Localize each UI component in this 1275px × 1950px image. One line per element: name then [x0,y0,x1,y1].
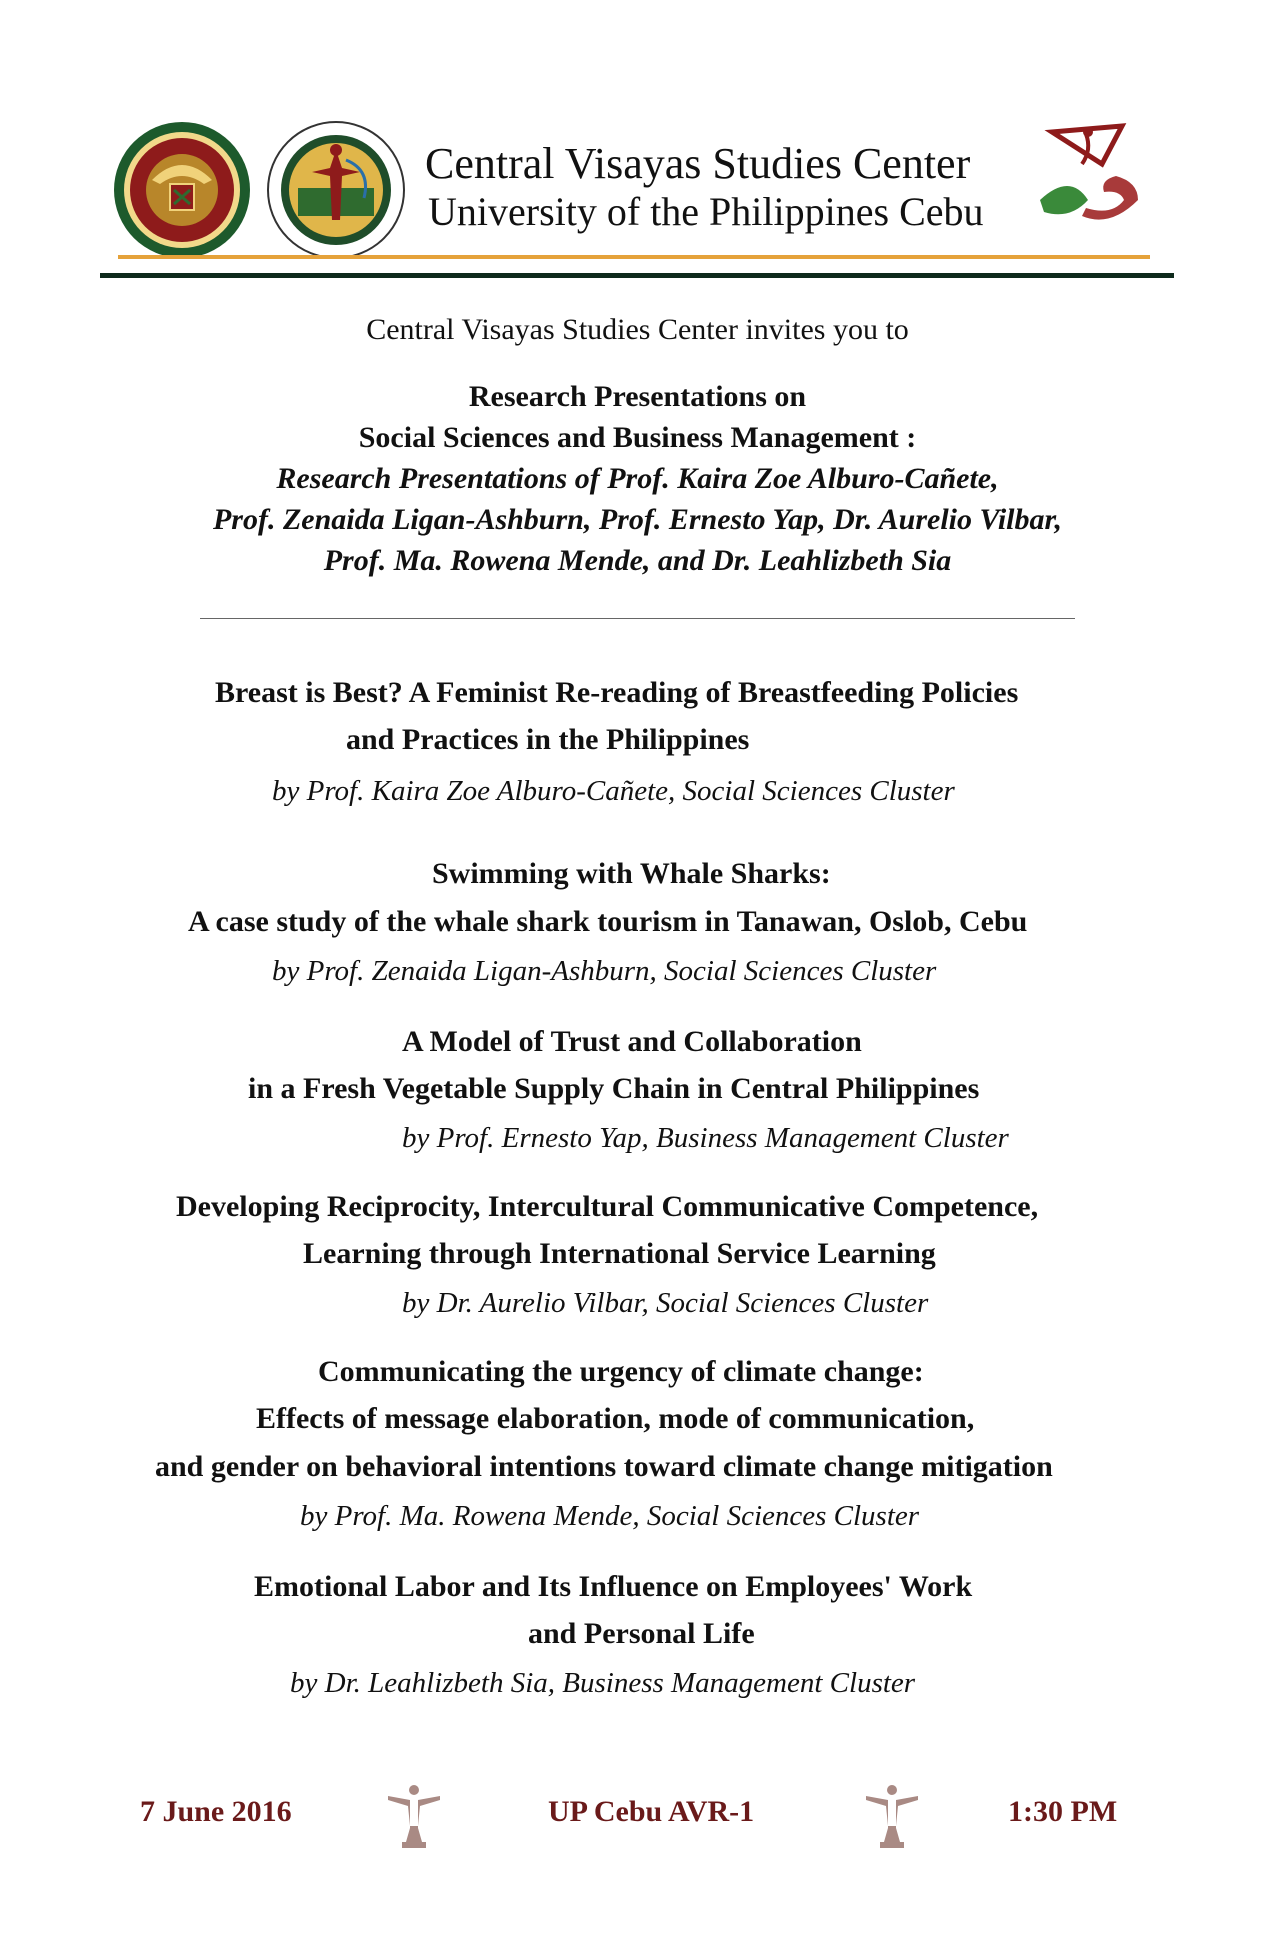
presentation-5-author: by Prof. Ma. Rowena Mende, Social Sciences Cluster [300,1500,920,1532]
presentation-3-title-line1: A Model of Trust and Collaboration [402,1025,862,1058]
header-rule-dark [100,273,1174,278]
oblation-statue-icon [384,1782,444,1850]
event-time: 1:30 PM [1008,1795,1118,1828]
invitation-line: Central Visayas Studies Center invites you to [366,313,909,346]
oblation-statue-icon [862,1782,922,1850]
presentation-1-title-line1: Breast is Best? A Feminist Re-reading of Breastfeeding Policies [215,676,1019,709]
presentation-4-title-line2: Learning through International Service Learning [303,1237,936,1270]
up-seal-logo [112,120,252,260]
section-divider [200,618,1075,619]
presentation-3-title-line2: in a Fresh Vegetable Supply Chain in Central Philippines [248,1072,980,1105]
event-heading-line4: Prof. Zenaida Ligan-Ashburn, Prof. Ernesto Yap, Dr. Aurelio Vilbar, [212,503,1063,536]
event-venue: UP Cebu AVR-1 [548,1795,755,1828]
event-date: 7 June 2016 [140,1795,292,1828]
event-heading-line2: Social Sciences and Business Management : [358,421,917,454]
presentation-2-title-line2: A case study of the whale shark tourism in Tanawan, Oslob, Cebu [188,905,1028,938]
center-name: Central Visayas Studies Center [425,139,971,188]
presentation-5-title-line1: Communicating the urgency of climate change: [318,1355,924,1388]
presentation-1-author: by Prof. Kaira Zoe Alburo-Cañete, Social Sciences Cluster [272,775,955,807]
header-rule-orange [118,255,1150,259]
presentation-1-title-line2: and Practices in the Philippines [346,723,750,756]
event-heading-line1: Research Presentations on [468,380,807,413]
presentation-4-title-line1: Developing Reciprocity, Intercultural Communicative Competence, [176,1190,1039,1223]
university-name: University of the Philippines Cebu [428,189,984,234]
presentation-5-title-line2: Effects of message elaboration, mode of communication, [256,1402,975,1435]
event-heading-line3: Research Presentations of Prof. Kaira Zoe Alburo-Cañete, [276,462,999,495]
presentation-2-author: by Prof. Zenaida Ligan-Ashburn, Social Sciences Cluster [272,955,937,987]
presentation-5-title-line3: and gender on behavioral intentions toward climate change mitigation [155,1450,1053,1483]
presentation-6-title-line2: and Personal Life [528,1617,755,1650]
presentation-2-title-line1: Swimming with Whale Sharks: [432,857,831,890]
cvsc-logo [1030,120,1150,240]
event-heading-line5: Prof. Ma. Rowena Mende, and Dr. Leahlizbeth Sia [323,544,952,577]
up-cebu-seal-logo [266,120,406,260]
presentation-4-author: by Dr. Aurelio Vilbar, Social Sciences Cluster [402,1287,929,1319]
presentation-3-author: by Prof. Ernesto Yap, Business Management Cluster [402,1122,1009,1154]
presentation-6-author: by Dr. Leahlizbeth Sia, Business Management Cluster [290,1667,916,1699]
presentation-6-title-line1: Emotional Labor and Its Influence on Employees' Work [254,1570,973,1603]
